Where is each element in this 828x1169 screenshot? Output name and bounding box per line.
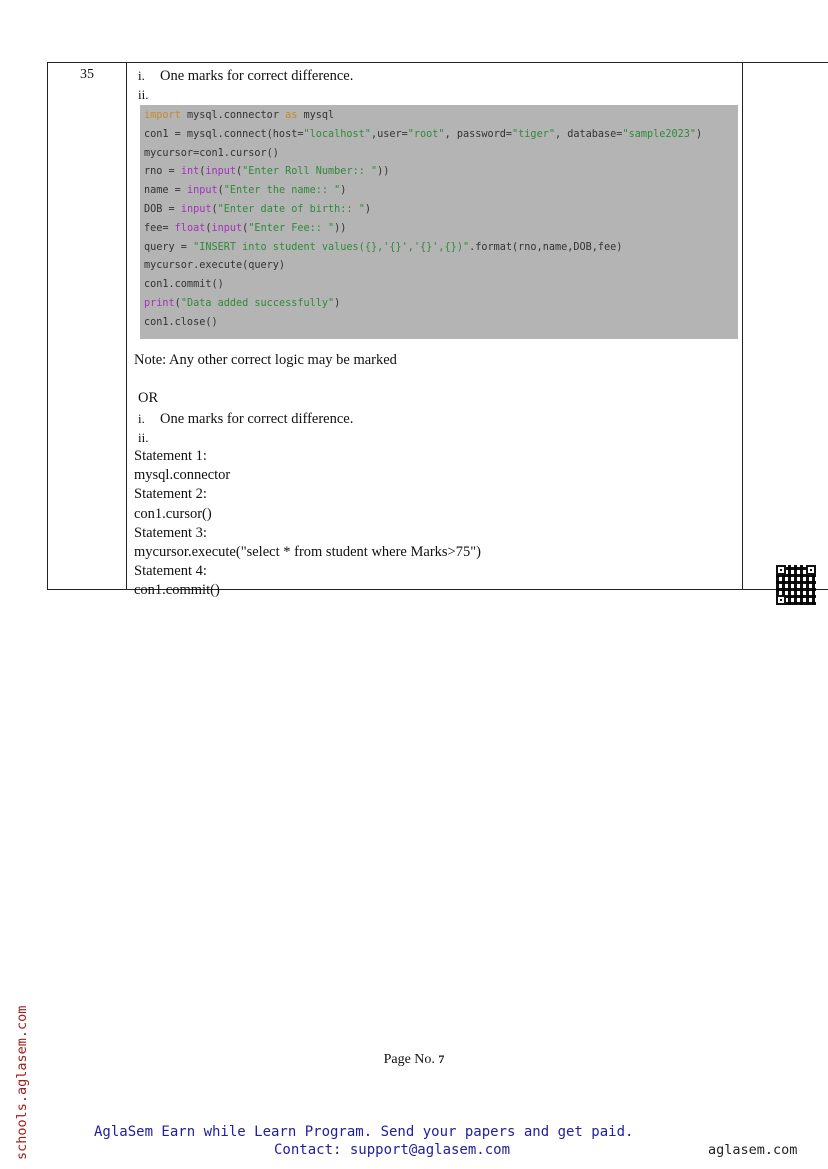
item-marker: i. [138,410,145,426]
qr-finder [776,565,786,575]
code-token: mycursor.execute(query) [144,260,286,272]
code-token: mysql.connector [180,110,286,121]
code-token: "Enter date of birth:: " [217,203,365,215]
code-token: "root" [407,128,445,140]
code-token: ) [696,128,703,140]
code-token: import [144,110,181,121]
part-one [134,66,740,104]
code-token: )) [377,166,390,178]
code-token: ,user= [370,128,408,140]
code-token: mysql [297,110,335,121]
qr-code-icon [776,565,816,605]
qr-finder [776,595,786,605]
code-token: ) [340,185,347,197]
statement-line: con1.commit() [134,582,220,599]
code-token: "Enter the name:: " [223,185,341,197]
statement-line: Statement 4: [134,563,207,580]
statement-line: con1.cursor() [134,505,212,522]
item-i [134,409,740,428]
code-token: input [205,166,237,178]
note-text: Note: Any other correct logic may be marked [134,352,397,368]
code-token: .format(rno,name,DOB,fee) [469,241,623,253]
statement-line: Statement 2: [134,486,207,503]
code-line [144,257,734,276]
code-token: "Data added successfully" [180,297,335,309]
statement-list [134,447,740,601]
code-token: "Enter Roll Number:: " [242,166,378,178]
code-token: fee= [144,222,175,234]
code-token: print [144,297,175,309]
code-token: ( [211,203,218,215]
statement-line: mycursor.execute("select * from student where Marks>75") [134,543,481,560]
question-number: 35 [80,67,94,82]
code-token: ( [199,166,206,178]
code-token: "sample2023" [622,128,697,140]
code-token: ( [217,185,224,197]
item-ii [134,428,740,447]
code-token: , password= [444,128,513,140]
code-token: )) [334,222,347,234]
code-line [144,239,734,258]
code-token: input [180,203,212,215]
code-token: ( [236,166,243,178]
code-token: query = [144,241,194,253]
qr-finder [806,565,816,575]
code-line [144,295,734,314]
code-line [144,107,734,126]
part-two [134,351,740,600]
footer-site: aglasem.com [708,1142,798,1158]
code-token: ) [334,297,341,309]
item-marker: ii. [138,87,149,103]
or-label: OR [138,390,159,407]
page-number-value: 7 [438,1052,445,1066]
footer-contact: Contact: support@aglasem.com [274,1142,511,1158]
statement-line: mysql.connector [134,467,231,484]
item-marker: ii. [138,429,149,445]
page-label: Page No. [383,1052,435,1067]
code-line [144,314,734,333]
code-token: con1 = mysql.connect(host= [144,128,304,140]
code-token: input [186,185,218,197]
code-token: input [211,222,243,234]
statement-line: Statement 1: [134,447,207,464]
page-number [0,1052,828,1068]
code-token: "tiger" [512,128,555,140]
code-line [144,182,734,201]
column-separator [126,63,127,589]
column-separator [742,63,743,589]
code-token: name = [144,185,187,197]
code-line [144,126,734,145]
code-line [144,163,734,182]
code-block [140,105,738,339]
answer-table [47,62,828,599]
code-token: rno = [144,166,181,178]
code-token: "INSERT into student values({},'{}','{}',{})" [193,241,470,253]
item-ii [134,85,740,104]
code-token: ) [364,203,371,215]
code-line [144,276,734,295]
side-watermark: schools.aglasem.com [14,1005,30,1160]
code-token: ( [205,222,212,234]
code-token: , database= [554,128,623,140]
code-token: con1.close() [144,316,218,328]
code-token: ( [242,222,249,234]
footer-promo: AglaSem Earn while Learn Program. Send your papers and get paid. [94,1124,634,1140]
code-token: "localhost" [303,128,371,140]
code-line [144,201,734,220]
code-token: int [180,166,200,178]
code-token: ( [174,297,181,309]
code-token: "Enter Fee:: " [248,222,335,234]
item-text: One marks for correct difference. [160,68,354,84]
blank-line [134,370,740,389]
item-marker: i. [138,68,145,83]
code-line [144,145,734,164]
statement-line: Statement 3: [134,524,207,541]
code-token: float [174,222,206,234]
item-text: One marks for correct difference. [160,410,354,427]
code-token: con1.commit() [144,279,224,291]
code-token: DOB = [144,203,181,215]
code-line [144,220,734,239]
code-token: as [285,110,298,121]
code-token: mycursor=con1.cursor() [144,147,279,159]
item-i [134,66,740,85]
